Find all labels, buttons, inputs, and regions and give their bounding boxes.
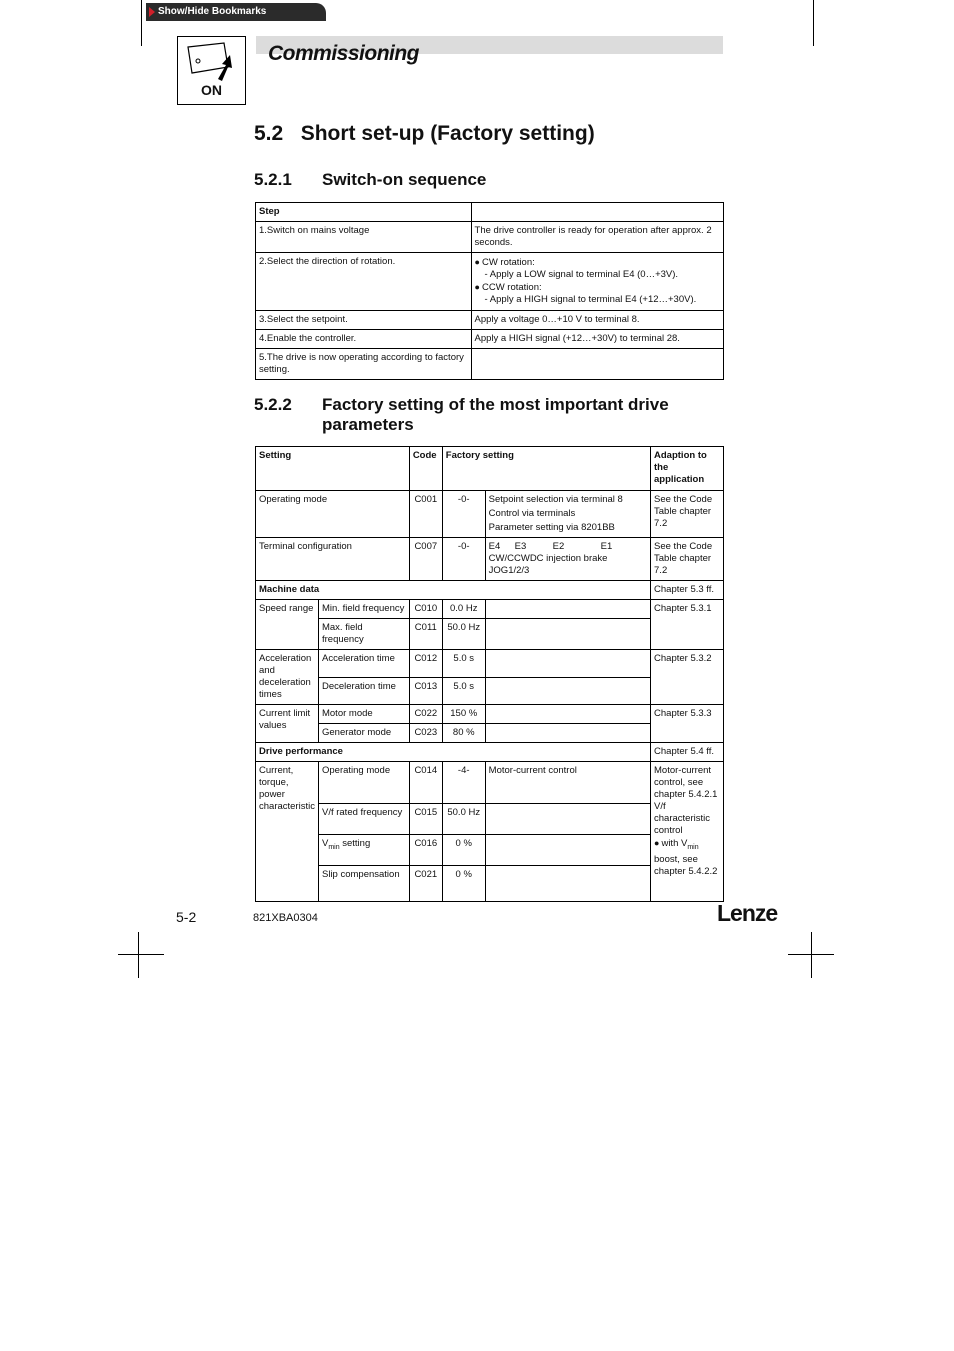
reference-line <box>654 837 720 878</box>
param-text: V <box>321 838 329 849</box>
description-cell <box>485 650 650 678</box>
description-cell <box>485 538 650 581</box>
step-cell: 2.Select the direction of rotation. <box>256 253 472 311</box>
bookmark-arrow-icon <box>149 7 155 17</box>
terminal-e3: E3 <box>514 541 527 552</box>
show-hide-bookmarks-button[interactable] <box>146 3 326 21</box>
crop-mark <box>813 0 814 46</box>
param-cell: Min. field frequency <box>318 600 409 619</box>
group-label: Drive performance <box>256 743 651 762</box>
document-number: 821XBA0304 <box>253 912 318 924</box>
setting-label: Terminal configuration <box>256 538 410 581</box>
table-row <box>256 581 724 600</box>
value-cell: 0 % <box>442 835 485 866</box>
table-row <box>256 253 724 311</box>
value-cell: 5.0 s <box>442 650 485 678</box>
param-cell: Operating mode <box>318 762 409 804</box>
table-row <box>256 447 724 491</box>
step-desc <box>471 253 723 311</box>
table-row <box>256 705 724 724</box>
reference-cell: Chapter 5.3.2 <box>651 650 724 705</box>
setting-label: Current, torque, power characteristic <box>256 762 319 902</box>
group-label: Machine data <box>256 581 651 600</box>
header-setting: Setting <box>256 447 410 491</box>
param-cell <box>318 835 409 866</box>
description-cell <box>485 724 650 743</box>
code-cell: C013 <box>409 677 442 705</box>
code-cell: C021 <box>409 866 442 902</box>
header-factory-setting: Factory setting <box>442 447 650 491</box>
subsection-heading-switch-on <box>254 170 486 190</box>
description-cell <box>485 600 650 619</box>
code-cell: C007 <box>409 538 442 581</box>
description-cell <box>485 491 650 538</box>
step-cell: 4.Enable the controller. <box>256 330 472 349</box>
table-row <box>256 330 724 349</box>
step-cell: 1.Switch on mains voltage <box>256 222 472 253</box>
terminal-e2: E2 <box>552 541 565 552</box>
code-cell: C012 <box>409 650 442 678</box>
description-cell: Motor-current control <box>485 762 650 804</box>
table-row <box>256 349 724 380</box>
ref-text: with V <box>661 838 688 849</box>
description-cell <box>485 619 650 650</box>
param-subscript: min <box>328 843 340 851</box>
param-cell: Max. field frequency <box>318 619 409 650</box>
reference-line: Motor-current control, see chapter 5.4.2.1 <box>654 765 718 800</box>
param-cell: Acceleration time <box>318 650 409 678</box>
value-cell: 150 % <box>442 705 485 724</box>
list-subitem: - Apply a LOW signal to terminal E4 (0…+3V). <box>484 269 679 280</box>
table-row <box>256 491 724 538</box>
value-cell: -0- <box>442 538 485 581</box>
table-header-empty <box>471 203 723 222</box>
list-item <box>475 281 720 294</box>
param-cell: Deceleration time <box>318 677 409 705</box>
description-cell <box>485 866 650 902</box>
table-row <box>256 743 724 762</box>
param-cell: Generator mode <box>318 724 409 743</box>
value-cell: 0 % <box>442 866 485 902</box>
value-cell: 50.0 Hz <box>442 804 485 835</box>
chapter-title: Commissioning <box>268 42 420 65</box>
reference-cell: Chapter 5.4 ff. <box>651 743 724 762</box>
switch-on-sequence-table <box>255 202 724 380</box>
ref-text: boost, see chapter 5.4.2.2 <box>654 853 718 877</box>
ccw-label: CCW rotation: <box>481 282 542 293</box>
description-cell <box>485 804 650 835</box>
bullet-icon: ● <box>474 282 480 292</box>
step-cell: 3.Select the setpoint. <box>256 311 472 330</box>
table-row <box>256 538 724 581</box>
code-cell: C023 <box>409 724 442 743</box>
reference-line: V/f characteristic control <box>654 801 710 836</box>
list-subitem: - Apply a HIGH signal to terminal E4 (+12…+30V). <box>484 294 697 305</box>
reference-cell: See the Code Table chapter 7.2 <box>651 491 724 538</box>
table-row <box>256 650 724 678</box>
table-row <box>256 222 724 253</box>
subsection-number: 5.2.2 <box>254 395 292 414</box>
description-cell <box>485 705 650 724</box>
crop-mark <box>138 932 139 978</box>
description-line: Parameter setting via 8201BB <box>488 522 615 533</box>
code-cell: C001 <box>409 491 442 538</box>
crop-mark <box>141 0 142 46</box>
param-text: setting <box>339 838 371 849</box>
step-desc: Apply a voltage 0…+10 V to terminal 8. <box>471 311 723 330</box>
reference-cell <box>651 762 724 902</box>
bullet-icon: ● <box>654 838 660 848</box>
reference-cell: Chapter 5.3.3 <box>651 705 724 743</box>
code-cell: C011 <box>409 619 442 650</box>
terminal-e4: E4 <box>488 541 501 552</box>
code-cell: C016 <box>409 835 442 866</box>
code-cell: C010 <box>409 600 442 619</box>
bullet-icon: ● <box>474 257 480 267</box>
terminal-e1: E1 <box>600 541 613 552</box>
value-cell: 80 % <box>442 724 485 743</box>
terminal-labels <box>489 541 647 553</box>
list-item <box>475 256 720 269</box>
subsection-heading-factory-setting <box>254 395 724 435</box>
value-cell: -0- <box>442 491 485 538</box>
description-line: CW/CCWDC injection brake JOG1/2/3 <box>488 553 608 576</box>
table-header-step: Step <box>256 203 472 222</box>
param-cell: Motor mode <box>318 705 409 724</box>
value-cell: 0.0 Hz <box>442 600 485 619</box>
description-line: Setpoint selection via terminal 8 <box>488 494 623 505</box>
step-desc: Apply a HIGH signal (+12…+30V) to terminal 28. <box>471 330 723 349</box>
subsection-title: Switch-on sequence <box>322 170 487 189</box>
step-desc <box>471 349 723 380</box>
value-cell: -4- <box>442 762 485 804</box>
crop-mark <box>811 932 812 978</box>
section-title: 5.2 Short set-up (Factory setting) <box>254 122 595 145</box>
reference-cell: See the Code Table chapter 7.2 <box>651 538 724 581</box>
param-cell: Slip compensation <box>318 866 409 902</box>
factory-setting-table <box>255 446 724 902</box>
table-row <box>256 203 724 222</box>
step-desc: The drive controller is ready for operation after approx. 2 seconds. <box>471 222 723 253</box>
value-cell: 5.0 s <box>442 677 485 705</box>
switch-icon <box>178 37 245 87</box>
code-cell: C015 <box>409 804 442 835</box>
subsection-title: Factory setting of the most important drive parameters <box>322 395 669 434</box>
description-cell <box>485 835 650 866</box>
reference-cell: Chapter 5.3.1 <box>651 600 724 650</box>
page-number: 5-2 <box>176 909 197 925</box>
crop-mark <box>118 954 164 955</box>
table-row <box>256 762 724 804</box>
code-cell: C014 <box>409 762 442 804</box>
code-cell: C022 <box>409 705 442 724</box>
setting-label: Speed range <box>256 600 319 650</box>
power-switch-icon <box>177 36 246 105</box>
table-row <box>256 600 724 619</box>
bookmarks-button-label: Show/Hide Bookmarks <box>158 6 267 17</box>
setting-label: Acceleration and deceleration times <box>256 650 319 705</box>
header-adaption: Adaption to the application <box>651 447 724 491</box>
ref-subscript: min <box>687 843 699 851</box>
description-cell <box>485 677 650 705</box>
setting-label: Current limit values <box>256 705 319 743</box>
reference-cell: Chapter 5.3 ff. <box>651 581 724 600</box>
table-row <box>256 311 724 330</box>
subsection-number: 5.2.1 <box>254 170 292 189</box>
header-code: Code <box>409 447 442 491</box>
setting-label: Operating mode <box>256 491 410 538</box>
on-label: ON <box>201 82 222 98</box>
step-cell: 5.The drive is now operating according to factory setting. <box>256 349 472 380</box>
lenze-logo: Lenze <box>717 900 778 926</box>
cw-label: CW rotation: <box>481 257 535 268</box>
description-line: Control via terminals <box>488 508 576 519</box>
param-cell: V/f rated frequency <box>318 804 409 835</box>
value-cell: 50.0 Hz <box>442 619 485 650</box>
